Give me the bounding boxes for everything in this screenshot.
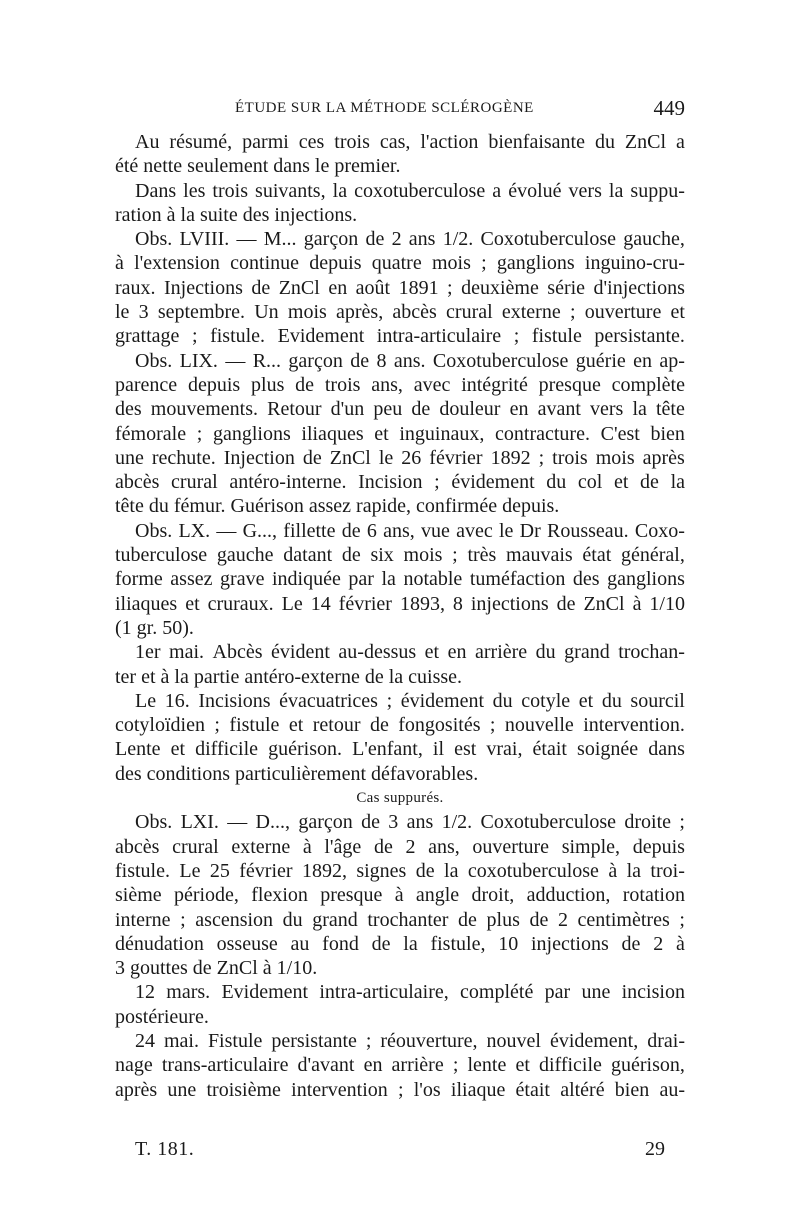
text-line: ter et à la partie antéro-externe de la cuisse.: [115, 665, 463, 688]
text-line: des conditions particulièrement défavorables.: [115, 762, 479, 785]
page-header: [115, 96, 685, 126]
running-title: ÉTUDE SUR LA MÉTHODE SCLÉROGÈNE: [235, 100, 534, 116]
text-line: Lente et difficile guérison. L'enfant, il est vrai, était soignée dans: [115, 738, 685, 761]
text-line: une rechute. Injection de ZnCl le 26 février 1892 ; trois mois après: [115, 446, 685, 469]
body-text: [115, 130, 685, 1102]
text-line: cotyloïdien ; fistule et retour de fongosités ; nouvelle intervention.: [115, 714, 685, 737]
text-line: (1 gr. 50).: [115, 616, 194, 639]
sheet-number: 29: [645, 1138, 665, 1160]
text-line: 24 mai. Fistule persistante ; réouverture, nouvel évidement, drai-: [135, 1029, 685, 1052]
text-line: Obs. LVIII. — M... garçon de 2 ans 1/2. Coxotuberculose gauche,: [135, 228, 685, 251]
text-line: le 3 septembre. Un mois après, abcès crural externe ; ouverture et: [115, 301, 685, 324]
text-line: postérieure.: [115, 1005, 209, 1028]
text-line: tête du fémur. Guérison assez rapide, confirmée depuis.: [115, 495, 560, 518]
text-line: grattage ; fistule. Evidement intra-articulaire ; fistule persistante.: [115, 325, 685, 348]
text-line: 12 mars. Evidement intra-articulaire, complété par une incision: [135, 981, 685, 1004]
page-number: 449: [653, 96, 685, 120]
text-line: des mouvements. Retour d'un peu de douleur en avant vers la tête: [115, 398, 685, 421]
text-line: 3 gouttes de ZnCl à 1/10.: [115, 957, 318, 980]
text-line: 1er mai. Abcès évident au-dessus et en arrière du grand trochan-: [135, 641, 685, 664]
text-line: forme assez grave indiquée par la notable tuméfaction des ganglions: [115, 568, 685, 591]
text-line: Le 16. Incisions évacuatrices ; évidement du cotyle et du sourcil: [135, 689, 685, 712]
text-line: Dans les trois suivants, la coxotuberculose a évolué vers la suppu-: [135, 179, 685, 202]
text-line: dénudation osseuse au fond de la fistule, 10 injections de 2 à: [115, 932, 685, 955]
text-line: ration à la suite des injections.: [115, 203, 358, 226]
text-line: sième période, flexion presque à angle droit, adduction, rotation: [115, 884, 685, 907]
text-line: raux. Injections de ZnCl en août 1891 ; deuxième série d'injections: [115, 276, 685, 299]
text-line: été nette seulement dans le premier.: [115, 155, 401, 178]
text-line: après une troisième intervention ; l'os iliaque était altéré bien au-: [115, 1078, 685, 1101]
text-line: Obs. LX. — G..., fillette de 6 ans, vue avec le Dr Rousseau. Coxo-: [135, 519, 685, 542]
text-line: parence depuis plus de trois ans, avec intégrité presque complète: [115, 373, 685, 396]
text-line: à l'extension continue depuis quatre mois ; ganglions inguino-cru-: [115, 252, 685, 275]
text-line: Obs. LXI. — D..., garçon de 3 ans 1/2. Coxotuberculose droite ;: [135, 811, 685, 834]
text-line: interne ; ascension du grand trochanter de plus de 2 centimètres ;: [115, 908, 685, 931]
text-line: fémorale ; ganglions iliaques et inguinaux, contracture. C'est bien: [115, 422, 685, 445]
text-line: iliaques et cruraux. Le 14 février 1893, 8 injections de ZnCl à 1/10: [115, 592, 685, 615]
text-line: Au résumé, parmi ces trois cas, l'action bienfaisante du ZnCl a: [135, 131, 685, 153]
text-line: abcès crural antéro-interne. Incision ; évidement du col et de la: [115, 471, 685, 494]
text-line: Obs. LIX. — R... garçon de 8 ans. Coxotuberculose guérie en ap-: [135, 349, 685, 372]
text-line: abcès crural externe à l'âge de 2 ans, ouverture simple, depuis: [115, 835, 685, 858]
text-line: tuberculose gauche datant de six mois ; très mauvais état général,: [115, 544, 685, 567]
text-line: nage trans-articulaire d'avant en arrière ; lente et difficile guérison,: [115, 1054, 685, 1077]
page-footer: [135, 1138, 665, 1168]
printer-signature: T. 181.: [135, 1138, 195, 1160]
section-heading: Cas suppurés.: [356, 790, 444, 807]
text-line: fistule. Le 25 février 1892, signes de la coxotuberculose à la troi-: [115, 859, 685, 882]
